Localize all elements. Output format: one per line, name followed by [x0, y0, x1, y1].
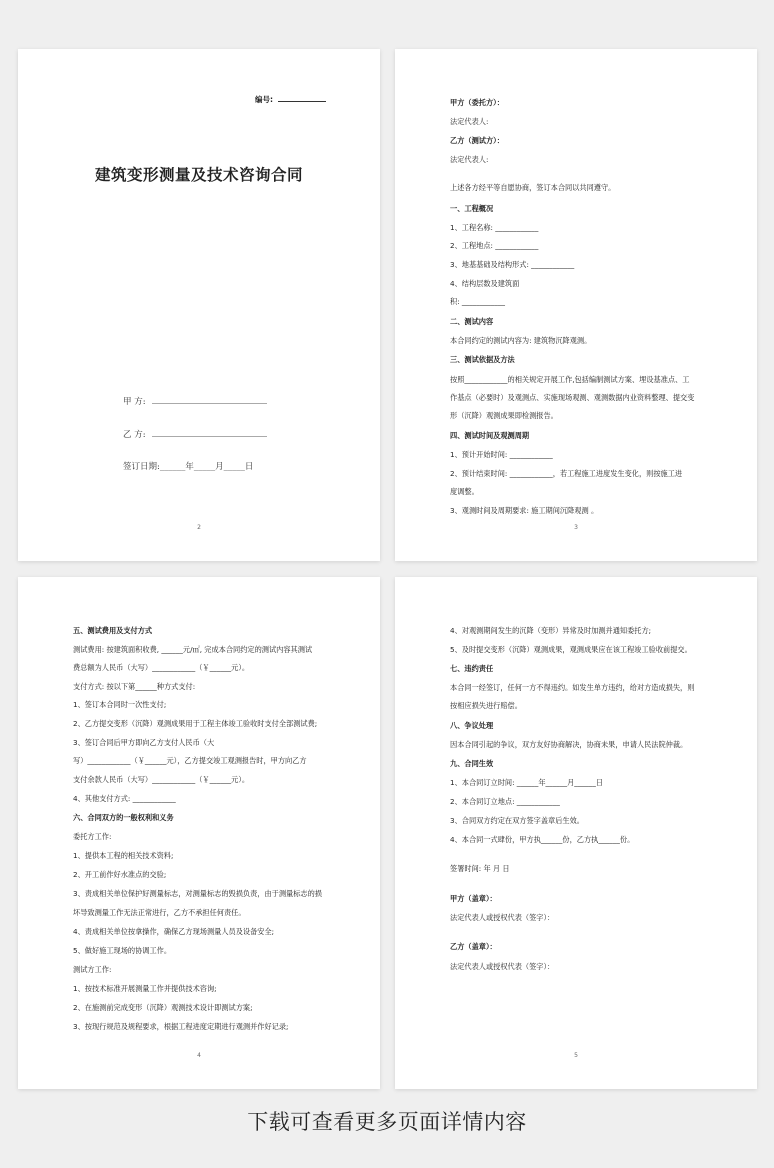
contract-page-4 [18, 577, 380, 1089]
text-line: 3、责成相关单位保护好测量标志，对测量标志的毁损负责，由于测量标志的损 [73, 889, 322, 898]
text-line: 1、签订本合同时一次性支付; [73, 700, 167, 709]
text-line: 3、合同双方约定在双方签字盖章后生效。 [450, 816, 584, 825]
text-line: 2、预计结束时间: ____________，若工程施工进度发生变化，则按施工进 [450, 469, 683, 478]
section-heading: 五、测试费用及支付方式 [73, 626, 153, 635]
text-line: 2、乙方提交变形（沉降）观测成果用于工程主体竣工验收时支付全部测试费; [73, 719, 318, 728]
text-line: 5、做好施工现场的协调工作。 [73, 946, 172, 955]
page-number: 2 [197, 524, 201, 531]
text-line: 1、提供本工程的相关技术资料; [73, 851, 174, 860]
text-line: 1、预计开始时间: ____________ [450, 450, 553, 459]
text-line: 法定代表人或授权代表（签字）： [450, 962, 555, 971]
party-a-heading: 甲方（委托方）： [450, 98, 504, 107]
section-heading: 七、违约责任 [450, 664, 494, 673]
contract-number-blank [278, 93, 326, 102]
contract-cover-page [18, 49, 380, 561]
text-line: 2、本合同订立地点: ____________ [450, 797, 560, 806]
page-number: 5 [574, 1052, 578, 1059]
text-line: 因本合同引起的争议，双方友好协商解决，协商未果，申请人民法院仲裁。 [450, 740, 688, 749]
text-line: 坏导致测量工作无法正常进行，乙方不承担任何责任。 [73, 908, 246, 917]
text-line: 5、及时提交变形（沉降）观测成果，观测成果应在该工程竣工验收前提交。 [450, 645, 692, 654]
party-b-heading: 乙方（测试方）： [450, 136, 504, 145]
section-heading: 八、争议处理 [450, 721, 494, 730]
contract-page-5 [395, 577, 757, 1089]
page-number: 4 [197, 1052, 201, 1059]
text-line: 支付方式: 按以下第______种方式支付: [73, 682, 196, 691]
text-line: 3、地基基础及结构形式: ____________ [450, 260, 575, 269]
text-line: 委托方工作: [73, 832, 112, 841]
text-line: 2、工程地点: ____________ [450, 241, 539, 250]
text-line: 测试方工作: [73, 965, 112, 974]
text-line: 写）____________（￥______元），乙方提交竣工观测报告时，甲方向乙方 [73, 756, 307, 765]
text-line: 度调整。 [450, 487, 479, 496]
download-prompt[interactable]: 下载可查看更多页面详情内容 [247, 1110, 527, 1134]
party-a-seal-heading: 甲方（盖章）： [450, 894, 497, 903]
text-line: 4、本合同一式肆份，甲方执______份，乙方执______份。 [450, 835, 635, 844]
section-heading: 四、测试时间及观测周期 [450, 431, 530, 440]
contract-page-3 [395, 49, 757, 561]
text-line: 本合同约定的测试内容为: 建筑物沉降观测。 [450, 336, 592, 345]
text-line: 3、按现行规范及规程要求，根据工程进度定期进行观测并作好记录; [73, 1022, 289, 1031]
page-number: 3 [574, 524, 578, 531]
contract-number-field [255, 93, 328, 105]
section-heading: 九、合同生效 [450, 759, 494, 768]
text-line: 3、观测时间及周期要求: 施工期间沉降观测 。 [450, 506, 599, 515]
text-line: 测试费用: 按建筑面积收费, ______元/㎡, 完成本合同约定的测试内容其测试 [73, 645, 313, 654]
party-b-seal-heading: 乙方（盖章）： [450, 942, 497, 951]
party-b-label: 乙 方: [123, 430, 146, 440]
text-line: 支付余款人民币（大写）____________（￥______元）。 [73, 775, 250, 784]
contract-number-label: 编号: [255, 95, 273, 104]
text-line: 法定代表人: [450, 117, 489, 126]
party-a-row [123, 395, 267, 407]
party-a-blank [152, 395, 267, 404]
sign-date-row: 签订日期:______年_____月_____日 [123, 462, 254, 472]
text-line: 作基点（必要时）及观测点、实施现场观测、观测数据内业资料整理、提交变 [450, 393, 695, 402]
text-line: 积: ____________ [450, 297, 506, 306]
text-line: 1、本合同订立时间: ______年______月______日 [450, 778, 604, 787]
text-line: 1、按技术标准开展测量工作并提供技术咨询; [73, 984, 217, 993]
text-line: 4、责成相关单位按拿操作，确保乙方现场测量人员及设备安全; [73, 927, 275, 936]
section-heading: 二、测试内容 [450, 317, 494, 326]
signing-time-line: 签署时间: 年 月 日 [450, 864, 510, 873]
text-line: 法定代表人: [450, 155, 489, 164]
text-line: 形（沉降）观测成果即检测报告。 [450, 411, 558, 420]
text-line: 4、结构层数及建筑面 [450, 279, 520, 288]
text-line: 法定代表人或授权代表（签字）： [450, 913, 555, 922]
text-line: 费总额为人民币（大写）____________（￥______元）。 [73, 663, 250, 672]
text-line: 3、签订合同后甲方即向乙方支付人民币（大 [73, 738, 215, 747]
text-line: 按照____________的相关规定开展工作,包括编制测试方案、埋设基准点、工 [450, 375, 690, 384]
text-line: 2、开工前作好水准点的交验; [73, 870, 167, 879]
section-heading: 一、工程概况 [450, 204, 494, 213]
text-line: 本合同一经签订，任何一方不得违约。如发生单方违约，给对方造成损失，则 [450, 683, 695, 692]
party-b-row [123, 428, 267, 440]
section-heading: 三、测试依据及方法 [450, 355, 515, 364]
text-line: 4、对观测期间发生的沉降（变形）异常及时加测并通知委托方; [450, 626, 652, 635]
text-line: 按相应损失进行赔偿。 [450, 701, 522, 710]
section-heading: 六、合同双方的一般权利和义务 [73, 813, 174, 822]
text-line: 4、其他支付方式: ____________ [73, 794, 176, 803]
text-line: 1、工程名称: ____________ [450, 223, 539, 232]
party-b-blank [152, 428, 267, 437]
text-line: 上述各方经平等自愿协商，签订本合同以共同遵守。 [450, 183, 616, 192]
text-line: 2、在施测前完成变形（沉降）观测技术设计即测试方案; [73, 1003, 253, 1012]
party-a-label: 甲 方: [123, 397, 146, 407]
document-title: 建筑变形测量及技术咨询合同 [94, 165, 303, 184]
